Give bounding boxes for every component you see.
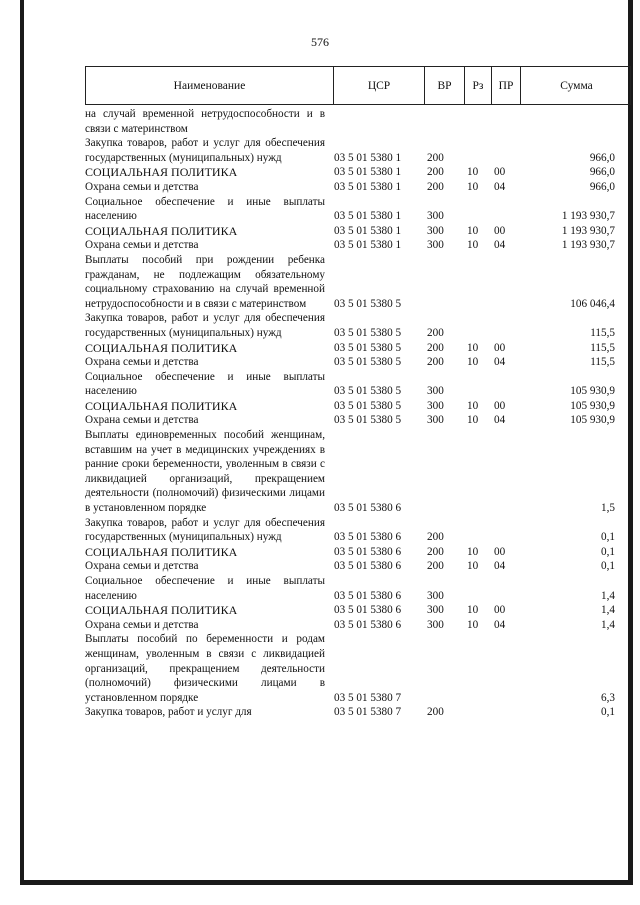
row-sum: 1,5 xyxy=(601,502,615,515)
table-row xyxy=(85,559,631,574)
header-sum: Сумма xyxy=(560,79,593,92)
table-row xyxy=(85,311,631,340)
row-rz: 10 xyxy=(467,341,479,354)
row-sum: 966,0 xyxy=(589,180,615,193)
table-header xyxy=(85,66,631,105)
row-csr: 03 5 01 5380 1 xyxy=(334,166,402,179)
table-row xyxy=(85,618,631,633)
row-vr: 300 xyxy=(427,399,444,412)
row-name: Закупка товаров, работ и услуг для xyxy=(85,706,252,719)
row-csr: 03 5 01 5380 1 xyxy=(334,210,402,223)
scan-border-bottom xyxy=(20,880,633,885)
row-vr: 200 xyxy=(427,166,444,179)
row-csr: 03 5 01 5380 5 xyxy=(334,341,402,354)
row-sum: 966,0 xyxy=(589,151,615,164)
table-row xyxy=(85,180,631,195)
row-pr: 04 xyxy=(494,618,506,631)
row-vr: 300 xyxy=(427,414,444,427)
table-row xyxy=(85,574,631,603)
row-vr: 200 xyxy=(427,341,444,354)
row-name: на случай временной нетрудоспособности и в связи с материнством xyxy=(85,108,325,135)
row-sum: 1,4 xyxy=(601,589,615,602)
table-row xyxy=(85,545,631,560)
row-sum: 115,5 xyxy=(590,356,615,369)
row-vr: 300 xyxy=(427,224,444,237)
table-row xyxy=(85,603,631,618)
row-vr: 300 xyxy=(427,618,444,631)
table-row xyxy=(85,238,631,253)
row-name: Охрана семьи и детства xyxy=(85,239,199,252)
row-vr: 200 xyxy=(427,560,444,573)
row-pr: 00 xyxy=(494,341,506,354)
row-rz: 10 xyxy=(467,180,479,193)
row-name: Охрана семьи и детства xyxy=(85,560,199,573)
row-rz: 10 xyxy=(467,224,479,237)
row-sum: 966,0 xyxy=(589,166,615,179)
row-csr: 03 5 01 5380 7 xyxy=(334,691,402,704)
row-sum: 105 930,9 xyxy=(570,414,615,427)
row-name: Социальное обеспечение и иные выплаты населению xyxy=(85,575,325,602)
table-row xyxy=(85,355,631,370)
row-sum: 1 193 930,7 xyxy=(561,224,615,237)
row-sum: 1 193 930,7 xyxy=(561,210,615,223)
row-name: СОЦИАЛЬНАЯ ПОЛИТИКА xyxy=(85,223,238,238)
row-csr: 03 5 01 5380 6 xyxy=(334,545,402,558)
row-sum: 115,5 xyxy=(590,326,615,339)
table-row xyxy=(85,399,631,414)
row-pr: 00 xyxy=(494,399,506,412)
row-name: СОЦИАЛЬНАЯ ПОЛИТИКА xyxy=(85,340,238,355)
row-sum: 1 193 930,7 xyxy=(561,239,615,252)
row-vr: 300 xyxy=(427,239,444,252)
row-name: Охрана семьи и детства xyxy=(85,618,199,631)
row-pr: 00 xyxy=(494,166,506,179)
row-vr: 300 xyxy=(427,589,444,602)
row-sum: 0,1 xyxy=(601,531,615,544)
row-pr: 00 xyxy=(494,545,506,558)
table-row xyxy=(85,632,631,705)
row-sum: 1,4 xyxy=(601,618,615,631)
row-vr: 200 xyxy=(427,180,444,193)
table-row xyxy=(85,253,631,311)
row-csr: 03 5 01 5380 1 xyxy=(334,239,402,252)
row-rz: 10 xyxy=(467,604,479,617)
row-pr: 04 xyxy=(494,239,506,252)
row-sum: 1,4 xyxy=(601,604,615,617)
scan-border-left xyxy=(20,0,24,885)
row-csr: 03 5 01 5380 5 xyxy=(334,414,402,427)
row-pr: 00 xyxy=(494,604,506,617)
row-csr: 03 5 01 5380 5 xyxy=(334,297,402,310)
row-rz: 10 xyxy=(467,414,479,427)
row-vr: 200 xyxy=(427,706,444,719)
row-name: СОЦИАЛЬНАЯ ПОЛИТИКА xyxy=(85,398,238,413)
row-name: Охрана семьи и детства xyxy=(85,414,199,427)
table-row xyxy=(85,341,631,356)
row-csr: 03 5 01 5380 1 xyxy=(334,151,402,164)
row-rz: 10 xyxy=(467,239,479,252)
row-vr: 300 xyxy=(427,385,444,398)
table-row xyxy=(85,136,631,165)
row-vr: 200 xyxy=(427,531,444,544)
row-pr: 04 xyxy=(494,414,506,427)
table-row xyxy=(85,413,631,428)
row-csr: 03 5 01 5380 1 xyxy=(334,224,402,237)
row-sum: 106 046,4 xyxy=(570,297,615,310)
row-pr: 04 xyxy=(494,560,506,573)
row-csr: 03 5 01 5380 6 xyxy=(334,618,402,631)
table-body xyxy=(85,107,631,720)
row-csr: 03 5 01 5380 7 xyxy=(334,706,402,719)
row-sum: 105 930,9 xyxy=(570,385,615,398)
row-vr: 200 xyxy=(427,545,444,558)
row-name: Социальное обеспечение и иные выплаты населению xyxy=(85,370,325,398)
table-row xyxy=(85,370,631,399)
row-vr: 200 xyxy=(427,356,444,369)
row-vr: 300 xyxy=(427,210,444,223)
table-row xyxy=(85,428,631,516)
row-csr: 03 5 01 5380 6 xyxy=(334,560,402,573)
row-rz: 10 xyxy=(467,399,479,412)
row-name: Закупка товаров, работ и услуг для обеспечения государственных (муниципальных) нужд xyxy=(85,312,325,339)
row-vr: 200 xyxy=(427,326,444,339)
row-csr: 03 5 01 5380 5 xyxy=(334,399,402,412)
header-name: Наименование xyxy=(86,67,334,104)
row-csr: 03 5 01 5380 1 xyxy=(334,180,402,193)
table-row xyxy=(85,165,631,180)
header-pr: ПР xyxy=(492,67,521,104)
row-sum: 0,1 xyxy=(601,545,615,558)
row-rz: 10 xyxy=(467,545,479,558)
row-sum: 105 930,9 xyxy=(570,399,615,412)
row-csr: 03 5 01 5380 6 xyxy=(334,589,402,602)
row-sum: 0,1 xyxy=(601,706,615,719)
row-pr: 04 xyxy=(494,356,506,369)
row-name: Выплаты пособий при рождении ребенка гражданам, не подлежащим обязательному социальному страхованию на случай временной нетрудоспособности и в связи с материнством xyxy=(85,253,325,310)
table-row xyxy=(85,516,631,545)
row-csr: 03 5 01 5380 6 xyxy=(334,531,402,544)
row-name: Закупка товаров, работ и услуг для обеспечения государственных (муниципальных) нужд xyxy=(85,516,325,544)
row-rz: 10 xyxy=(467,166,479,179)
row-name: СОЦИАЛЬНАЯ ПОЛИТИКА xyxy=(85,603,238,618)
table-row xyxy=(85,705,631,720)
row-csr: 03 5 01 5380 5 xyxy=(334,356,402,369)
row-rz: 10 xyxy=(467,356,479,369)
row-csr: 03 5 01 5380 5 xyxy=(334,326,402,339)
row-vr: 200 xyxy=(427,151,444,164)
table-row xyxy=(85,224,631,239)
row-name: Закупка товаров, работ и услуг для обеспечения государственных (муниципальных) нужд xyxy=(85,137,325,164)
row-csr: 03 5 01 5380 6 xyxy=(334,502,402,515)
row-name: Охрана семьи и детства xyxy=(85,180,199,193)
row-name: Охрана семьи и детства xyxy=(85,356,199,369)
row-name: Выплаты единовременных пособий женщинам, вставшим на учет в медицинских учреждениях в ранние сроки беременности, уволенным в связи с ликвидацией организаций, прекращением деятельности (полномочий) физическими лицами в установленном порядке xyxy=(85,429,325,515)
table-row xyxy=(85,107,631,136)
row-sum: 115,5 xyxy=(590,341,615,354)
row-vr: 300 xyxy=(427,604,444,617)
row-name: СОЦИАЛЬНАЯ ПОЛИТИКА xyxy=(85,165,238,180)
header-vr: ВР xyxy=(425,67,465,104)
row-csr: 03 5 01 5380 5 xyxy=(334,385,402,398)
row-pr: 00 xyxy=(494,224,506,237)
page-number: 576 xyxy=(311,35,329,49)
row-sum: 0,1 xyxy=(601,560,615,573)
row-pr: 04 xyxy=(494,180,506,193)
header-rz: Рз xyxy=(465,67,492,104)
row-rz: 10 xyxy=(467,560,479,573)
row-sum: 6,3 xyxy=(601,691,615,704)
table-row xyxy=(85,195,631,224)
row-name: Выплаты пособий по беременности и родам женщинам, уволенным в связи с ликвидацией организаций, прекращением деятельности (полномочий) физическими лицами в установленном порядке xyxy=(85,633,325,704)
row-rz: 10 xyxy=(467,618,479,631)
row-name: Социальное обеспечение и иные выплаты населению xyxy=(85,195,325,223)
row-name: СОЦИАЛЬНАЯ ПОЛИТИКА xyxy=(85,544,238,559)
header-csr: ЦСР xyxy=(334,67,425,104)
row-csr: 03 5 01 5380 6 xyxy=(334,604,402,617)
